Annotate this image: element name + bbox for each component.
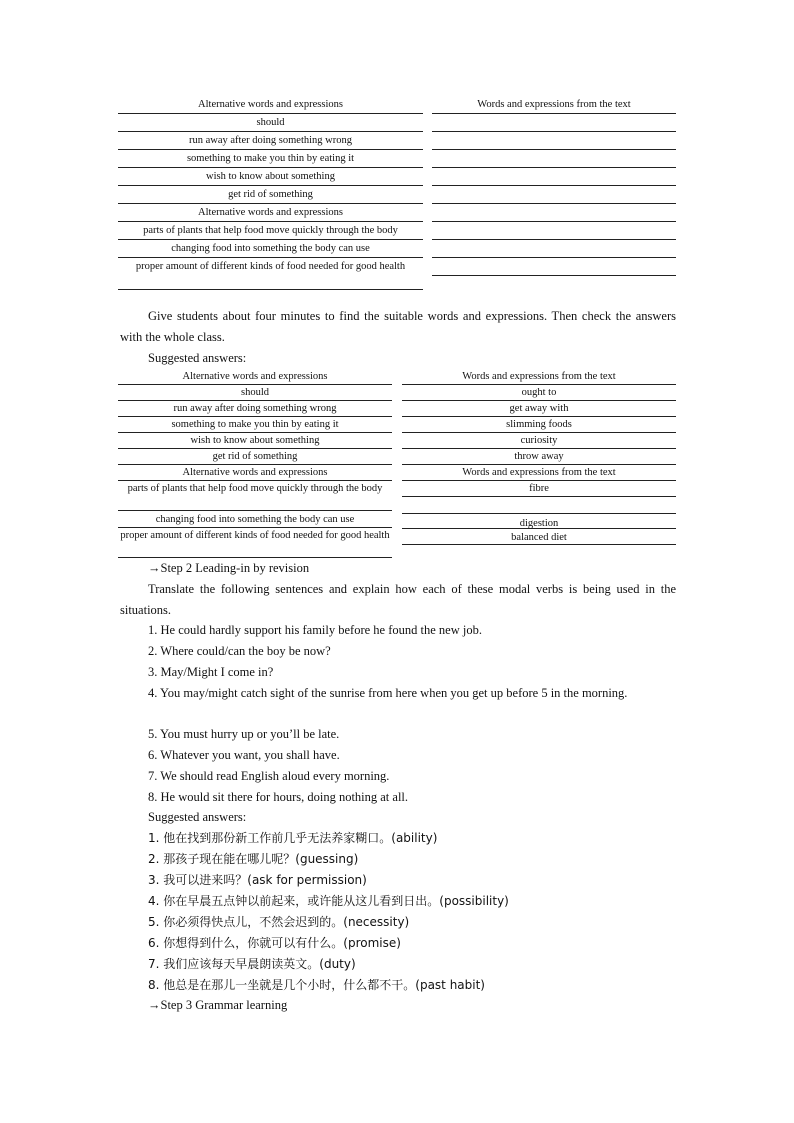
table1-left-cell: Alternative words and expressions [118, 204, 423, 222]
table2-right-cell: digestion [519, 518, 559, 529]
sentence-item: 1. He could hardly support his family before he found the new job. [148, 623, 482, 637]
step3-heading: →Step 3 Grammar learning [148, 998, 288, 1012]
table2-right-cell: balanced diet [402, 528, 676, 545]
answer-item: 7. 我们应该每天早晨朗读英文。(duty) [148, 957, 356, 971]
table2-left-column [118, 369, 392, 558]
table2-right-cell: get away with [402, 401, 676, 417]
table1-left-cell: changing food into something the body can use [118, 240, 423, 258]
table1-answer-blank [432, 114, 676, 132]
table2-left-cell: changing food into something the body can use [118, 511, 392, 528]
table1-right-header: Words and expressions from the text [432, 96, 676, 114]
table1-answer-blank [432, 204, 676, 222]
sentence-item: 6. Whatever you want, you shall have. [148, 748, 340, 762]
table1-answer-blank [432, 150, 676, 168]
answer-item: 4. 你在早晨五点钟以前起来，或许能从这儿看到日出。(possibility) [148, 894, 509, 908]
answer-item: 6. 你想得到什么，你就可以有什么。(promise) [148, 936, 401, 950]
step2-heading: →Step 2 Leading-in by revision [148, 561, 310, 575]
table1-answer-blank [432, 258, 676, 276]
table2-right-cell-empty [402, 497, 676, 514]
sentence-item: 4. You may/might catch sight of the sunrise from here when you get up before 5 in the morning. [148, 686, 628, 700]
table1-left-header: Alternative words and expressions [118, 96, 423, 114]
table2-left-cell: proper amount of different kinds of food needed for good health [118, 528, 392, 558]
sentence-item: 7. We should read English aloud every morning. [148, 769, 390, 783]
answer-item: 5. 你必须得快点儿，不然会迟到的。(necessity) [148, 915, 410, 929]
table1-right-column [432, 96, 676, 276]
table2-left-header: Alternative words and expressions [118, 369, 392, 385]
table1-answer-blank [432, 240, 676, 258]
table2-right-cell: Words and expressions from the text [402, 465, 676, 481]
table2-right-cell: curiosity [402, 433, 676, 449]
answer-item: 1. 他在找到那份新工作前几乎无法养家糊口。(ability) [148, 831, 438, 845]
table2-left-cell: wish to know about something [118, 433, 392, 449]
table2-left-cell: should [118, 385, 392, 401]
table2-left-cell: run away after doing something wrong [118, 401, 392, 417]
table2-right-header: Words and expressions from the text [402, 369, 676, 385]
answer-item: 2. 那孩子现在能在哪儿呢？(guessing) [148, 852, 359, 866]
table1-answer-blank [432, 168, 676, 186]
suggested-answers-label: Suggested answers: [148, 351, 247, 365]
sentence-item: 2. Where could/can the boy be now? [148, 644, 331, 658]
table2-left-cell: Alternative words and expressions [118, 465, 392, 481]
answer-item: 8. 他总是在那儿一坐就是几个小时，什么都不干。(past habit) [148, 978, 485, 992]
table1-answer-blank [432, 132, 676, 150]
suggested-answers-label: Suggested answers: [148, 810, 247, 824]
table1-answer-blank [432, 222, 676, 240]
table2-left-cell: get rid of something [118, 449, 392, 465]
table2-right-cell: fibre [402, 481, 676, 497]
table1-answer-blank [432, 186, 676, 204]
answer-item: 3. 我可以进来吗？(ask for permission) [148, 873, 367, 887]
instructions-paragraph: Give students about four minutes to find the suitable words and expressions. Then check the answers with the whole class. [120, 309, 676, 344]
table1-left-cell: wish to know about something [118, 168, 423, 186]
table2-right-column [402, 369, 676, 545]
table2-left-cell: parts of plants that help food move quickly through the body [118, 481, 392, 511]
table1-left-cell: proper amount of different kinds of food needed for good health [118, 258, 423, 290]
sentence-item: 8. He would sit there for hours, doing nothing at all. [148, 790, 409, 804]
table1-left-cell: something to make you thin by eating it [118, 150, 423, 168]
sentence-item: 3. May/Might I come in? [148, 665, 274, 679]
table1-left-column [118, 96, 423, 290]
step2-intro: Translate the following sentences and explain how each of these modal verbs is being used in the situations. [120, 582, 676, 617]
table1-left-cell: run away after doing something wrong [118, 132, 423, 150]
table2-right-cell: throw away [402, 449, 676, 465]
table1-left-cell: parts of plants that help food move quickly through the body [118, 222, 423, 240]
table2-right-cell: ought to [402, 385, 676, 401]
table1-left-cell: get rid of something [118, 186, 423, 204]
table2-right-cell: slimming foods [402, 417, 676, 433]
table1-left-cell: should [118, 114, 423, 132]
sentence-item: 5. You must hurry up or you’ll be late. [148, 727, 340, 741]
table2-left-cell: something to make you thin by eating it [118, 417, 392, 433]
